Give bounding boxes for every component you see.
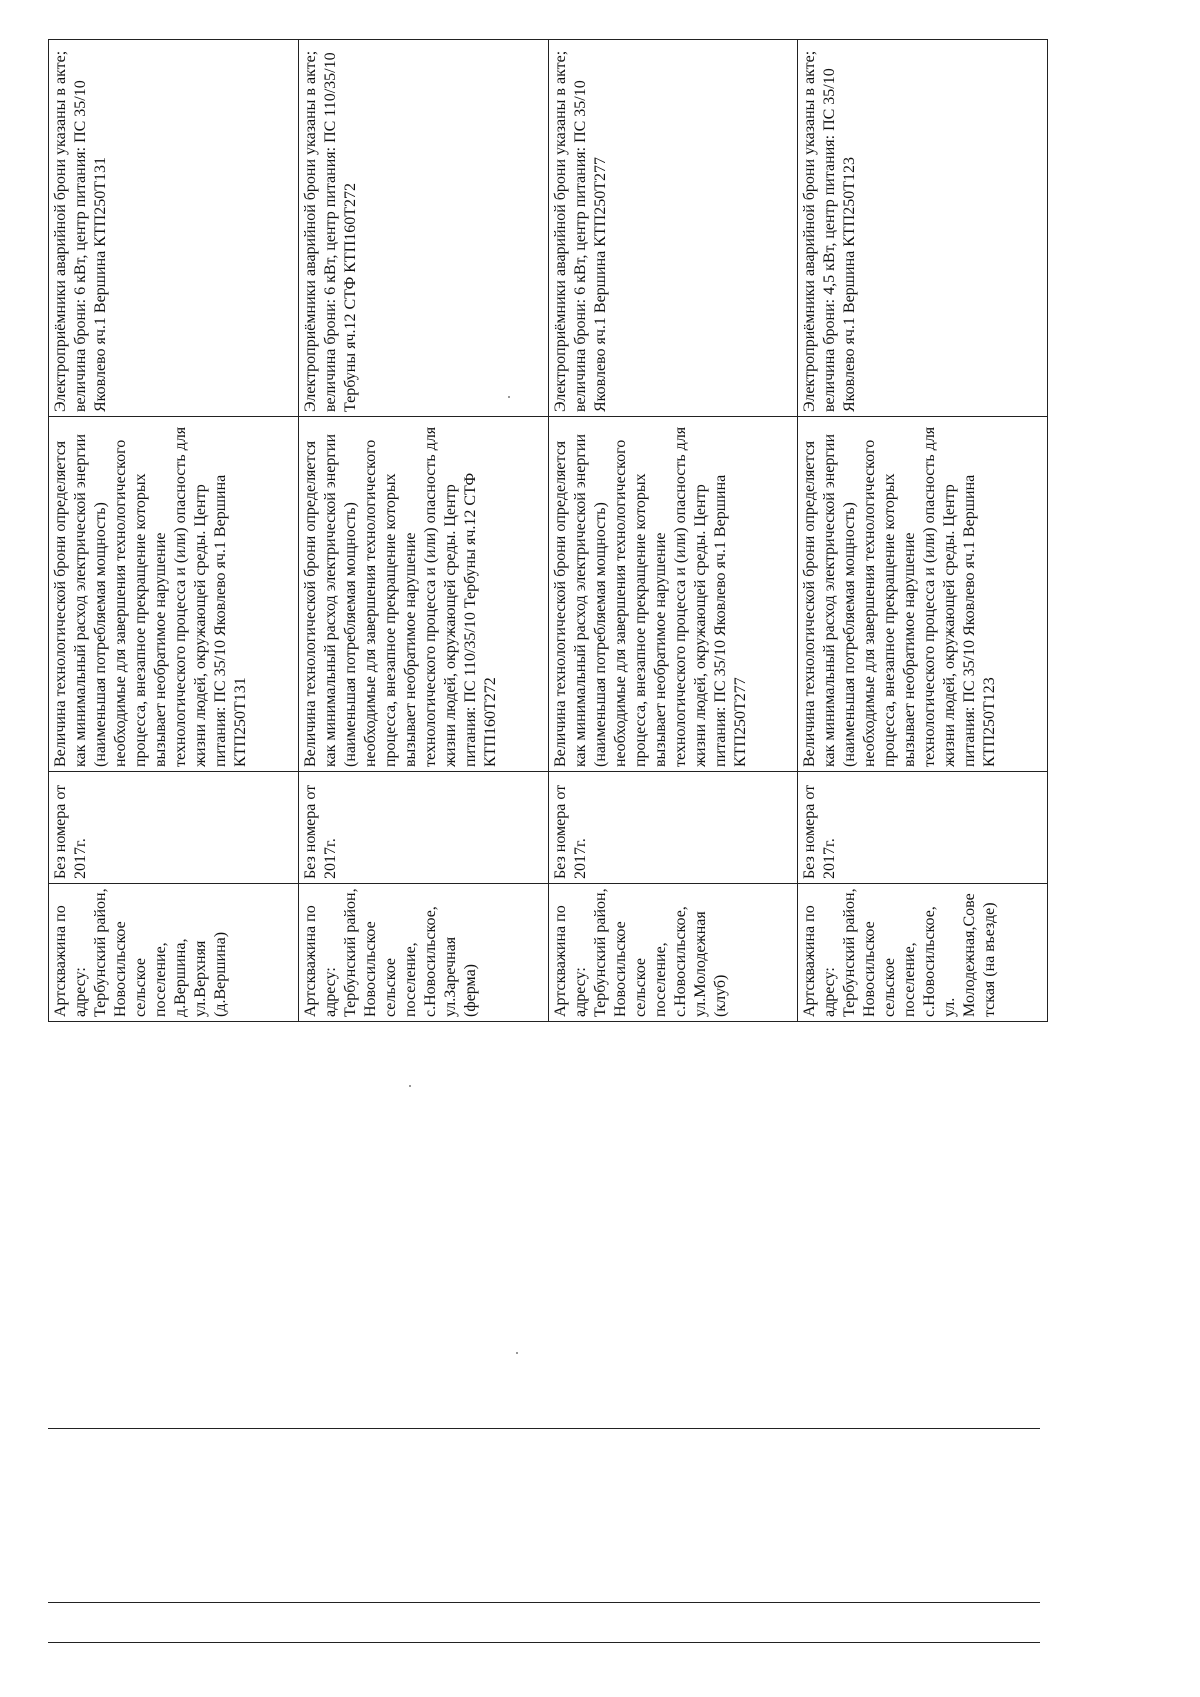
scan-speck xyxy=(409,1085,411,1087)
address-cell: Артскважина по адресу: Тербунский район, Новосильское сельское поселение, с.Новосильское, ул. Молодежная,Советская (на въезде) xyxy=(798,884,1048,1022)
table-row xyxy=(49,40,299,1022)
table-row xyxy=(798,40,1048,1022)
emergency-reserve-cell: Электроприёмники аварийной брони указаны в акте; величина брони: 6 кВт, центр питания: ПС 110/35/10 Тербуны яч.12 СТФ КТП160Т272 xyxy=(298,40,548,417)
rotated-table-frame xyxy=(48,40,1048,1022)
document-cell: Без номера от 2017г. xyxy=(49,772,299,884)
horizontal-rule xyxy=(48,1428,1040,1429)
scan-speck xyxy=(516,1352,518,1354)
rotated-table-content xyxy=(48,40,1048,1022)
document-cell: Без номера от 2017г. xyxy=(798,772,1048,884)
address-cell: Артскважина по адресу: Тербунский район, Новосильское сельское поселение, с.Новосильское, ул.Молодежная (клуб) xyxy=(548,884,798,1022)
technological-reserve-cell: Величина технологической брони определяется как минимальный расход электрической энергии (наименьшая потребляемая мощность) необходимые для завершения технологического процесса, внезапное прекращение которых вызывает необратимое нарушение технологического процесса и (или) опасность для жизни людей, окружающей среды. Центр питания: ПС 110/35/10 Тербуны яч.12 СТФ КТП160Т272 xyxy=(298,417,548,772)
emergency-reserve-cell: Электроприёмники аварийной брони указаны в акте; величина брони: 4,5 кВт, центр питания: ПС 35/10 Яковлево яч.1 Вершина КТП250Т123 xyxy=(798,40,1048,417)
table-row xyxy=(548,40,798,1022)
address-cell: Артскважина по адресу: Тербунский район, Новосильское сельское поселение, д.Вершина, ул.Верхняя (д.Вершина) xyxy=(49,884,299,1022)
document-cell: Без номера от 2017г. xyxy=(548,772,798,884)
table-row xyxy=(298,40,548,1022)
document-cell: Без номера от 2017г. xyxy=(298,772,548,884)
technological-reserve-cell: Величина технологической брони определяется как минимальный расход электрической энергии (наименьшая потребляемая мощность) необходимые для завершения технологического процесса, внезапное прекращение которых вызывает необратимое нарушение технологического процесса и (или) опасность для жизни людей, окружающей среды. Центр питания: ПС 35/10 Яковлево яч.1 Вершина КТП250Т131 xyxy=(49,417,299,772)
address-cell: Артскважина по адресу: Тербунский район, Новосильское сельское поселение, с.Новосильское, ул.Заречная (ферма) xyxy=(298,884,548,1022)
emergency-reserve-cell: Электроприёмники аварийной брони указаны в акте; величина брони: 6 кВт, центр питания: ПС 35/10 Яковлево яч.1 Вершина КТП250Т131 xyxy=(49,40,299,417)
horizontal-rule xyxy=(48,1602,1040,1603)
reserve-table xyxy=(48,39,1048,1022)
emergency-reserve-cell: Электроприёмники аварийной брони указаны в акте; величина брони: 6 кВт, центр питания: ПС 35/10 Яковлево яч.1 Вершина КТП250Т277 xyxy=(548,40,798,417)
technological-reserve-cell: Величина технологической брони определяется как минимальный расход электрической энергии (наименьшая потребляемая мощность) необходимые для завершения технологического процесса, внезапное прекращение которых вызывает необратимое нарушение технологического процесса и (или) опасность для жизни людей, окружающей среды. Центр питания: ПС 35/10 Яковлево яч.1 Вершина КТП250Т277 xyxy=(548,417,798,772)
horizontal-rule xyxy=(48,1642,1040,1643)
technological-reserve-cell: Величина технологической брони определяется как минимальный расход электрической энергии (наименьшая потребляемая мощность) необходимые для завершения технологического процесса, внезапное прекращение которых вызывает необратимое нарушение технологического процесса и (или) опасность для жизни людей, окружающей среды. Центр питания: ПС 35/10 Яковлево яч.1 Вершина КТП250Т123 xyxy=(798,417,1048,772)
scan-speck xyxy=(508,396,510,398)
